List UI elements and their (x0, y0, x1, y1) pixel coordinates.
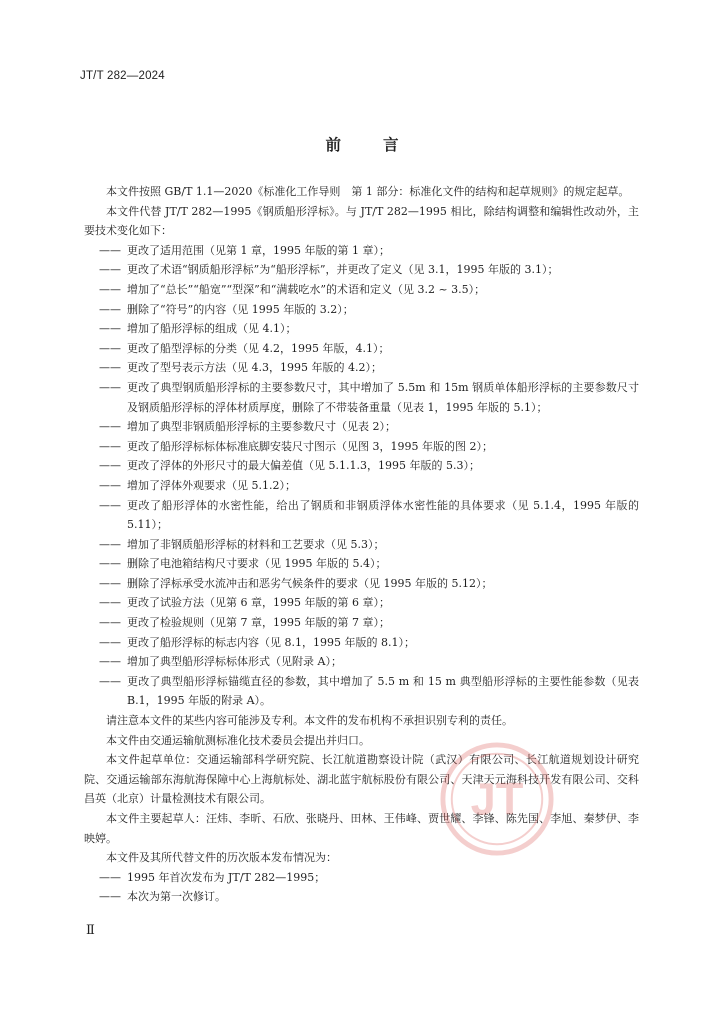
list-item (84, 496, 639, 535)
list-dash: —— (99, 263, 121, 277)
title-char-2: 言 (383, 135, 399, 154)
list-item (84, 456, 639, 476)
paragraph: 本文件代替 JT/T 282—1995《钢质船形浮标》。与 JT/T 282—1995 相比，除结构调整和编辑性改动外，主要技术变化如下： (84, 204, 639, 238)
list-item (84, 378, 639, 417)
list-item-text: 更改了型号表示方法（见 4.3，1995 年版的 4.2）； (127, 361, 382, 375)
list-item (84, 417, 639, 437)
paragraph: 本文件由交通运输航测标准化技术委员会提出并归口。 (106, 733, 370, 747)
list-item-text: 增加了“总长”“船宽”“型深”和“满载吃水”的术语和定义（见 3.2 ~ 3.5）； (127, 282, 486, 296)
list-dash: —— (99, 243, 121, 257)
list-item-text: 增加了浮体外观要求（见 5.1.2）； (127, 478, 296, 492)
list-item (84, 280, 639, 300)
list-dash: —— (99, 576, 121, 590)
list-item-text: 删除了浮标承受水流冲击和恶劣气候条件的要求（见 1995 年版的 5.12）； (127, 576, 493, 590)
page-number: Ⅱ (86, 923, 95, 938)
list-item (84, 613, 639, 633)
list-item-text: 更改了试验方法（见第 6 章，1995 年版的第 6 章）； (127, 596, 390, 610)
list-item-text: 更改了船形浮体的水密性能，给出了钢质和非钢质浮体水密性能的具体要求（见 5.1.4，1995 年版的 5.11）； (127, 498, 639, 532)
list-dash: —— (99, 361, 121, 375)
list-item-text: 更改了适用范围（见第 1 章，1995 年版的第 1 章）； (127, 243, 390, 257)
title-char-1: 前 (325, 135, 341, 154)
list-item-text: 更改了术语“钢质船形浮标”为“船形浮标”，并更改了定义（见 3.1，1995 年版的 3.1）； (127, 263, 559, 277)
list-dash: —— (99, 459, 121, 473)
list-item-text: 增加了非钢质船形浮标的材料和工艺要求（见 5.3）； (127, 537, 385, 551)
paragraph: 请注意本文件的某些内容可能涉及专利。本文件的发布机构不承担识别专利的责任。 (106, 714, 513, 728)
list-item-text: 更改了典型钢质船形浮标的主要参数尺寸，其中增加了 5.5m 和 15m 钢质单体船形浮标的主要参数尺寸及钢质船形浮标的浮体材质厚度，删除了不带装备重量（见表 1，1995 年版的 5.1）； (127, 380, 639, 414)
list-item-text: 更改了典型船形浮标锚缆直径的参数，其中增加了 5.5 m 和 15 m 典型船形浮标的主要性能参数（见表 B.1，1995 年版的附录 A）。 (127, 674, 639, 708)
list-item-text: 更改了检验规则（见第 7 章，1995 年版的第 7 章）； (127, 616, 390, 630)
list-dash: —— (99, 439, 121, 453)
svg-text:JT: JT (470, 773, 524, 825)
list-item (84, 300, 639, 320)
list-item-text: 增加了典型非钢质船形浮标的主要参数尺寸（见表 2）； (127, 420, 396, 434)
list-dash: —— (99, 870, 121, 884)
list-dash: —— (99, 596, 121, 610)
list-item-text: 更改了船型浮标的分类（见 4.2，1995 年版，4.1）； (127, 341, 390, 355)
list-item (84, 633, 639, 653)
document-body (84, 182, 639, 907)
list-item (84, 476, 639, 496)
list-item (84, 652, 639, 672)
list-item (84, 574, 639, 594)
list-item (84, 554, 639, 574)
list-item (84, 339, 639, 359)
list-item (84, 437, 639, 457)
list-dash: —— (99, 322, 121, 336)
list-item (84, 358, 639, 378)
list-dash: —— (99, 478, 121, 492)
list-item-text: 删除了“符号”的内容（见 1995 年版的 3.2）； (127, 302, 354, 316)
list-item-text: 增加了典型船形浮标标体形式（见附录 A）； (127, 655, 342, 669)
list-dash: —— (99, 674, 121, 688)
list-item-text: 删除了电池箱结构尺寸要求（见 1995 年版的 5.4）； (127, 557, 387, 571)
list-dash: —— (99, 498, 121, 512)
list-item-text: 增加了船形浮标的组成（见 4.1）； (127, 322, 297, 336)
paragraph: 本文件主要起草人：汪炜、李昕、石欣、张晓丹、田林、王伟峰、贾世耀、李锋、陈先国、李旭、秦梦伊、李映婷。 (84, 812, 639, 845)
list-item (84, 887, 639, 907)
list-item-text: 1995 年首次发布为 JT/T 282—1995； (127, 870, 326, 884)
paragraph: 本文件按照 GB/T 1.1—2020《标准化工作导则 第 1 部分：标准化文件的结构和起草规则》的规定起草。 (106, 185, 630, 198)
list-dash: —— (99, 635, 121, 649)
list-dash: —— (99, 655, 121, 669)
history-list (84, 868, 639, 907)
list-dash: —— (99, 282, 121, 296)
list-dash: —— (99, 557, 121, 571)
list-dash: —— (99, 616, 121, 630)
list-dash: —— (99, 380, 121, 394)
list-dash: —— (99, 302, 121, 316)
page-title (0, 133, 724, 155)
list-item-text: 更改了船形浮标的标志内容（见 8.1，1995 年版的 8.1）； (127, 635, 415, 649)
paragraph: 本文件起草单位：交通运输部科学研究院、长江航道勘察设计院（武汉）有限公司、长江航道规划设计研究院、交通运输部东海航海保障中心上海航标处、湖北蓝宇航标股份有限公司、天津天元海科技开发有限公司、交科昌英（北京）计量检测技术有限公司。 (84, 753, 639, 806)
list-item-text: 更改了船形浮标标体标准底脚安装尺寸图示（见图 3，1995 年版的图 2）； (127, 439, 493, 453)
list-item (84, 868, 639, 888)
list-item (84, 260, 639, 280)
list-dash: —— (99, 890, 121, 904)
list-item-text: 更改了浮体的外形尺寸的最大偏差值（见 5.1.1.3，1995 年版的 5.3）； (127, 459, 480, 473)
list-dash: —— (99, 341, 121, 355)
list-item (84, 319, 639, 339)
paragraph: 本文件及其所代替文件的历次版本发布情况为： (106, 851, 337, 865)
list-item (84, 241, 639, 261)
list-item (84, 672, 639, 711)
document-id: JT/T 282—2024 (80, 70, 165, 82)
list-item (84, 593, 639, 613)
list-dash: —— (99, 537, 121, 551)
list-item-text: 本次为第一次修订。 (127, 890, 226, 904)
changes-list (84, 241, 639, 711)
list-dash: —— (99, 420, 121, 434)
list-item (84, 535, 639, 555)
